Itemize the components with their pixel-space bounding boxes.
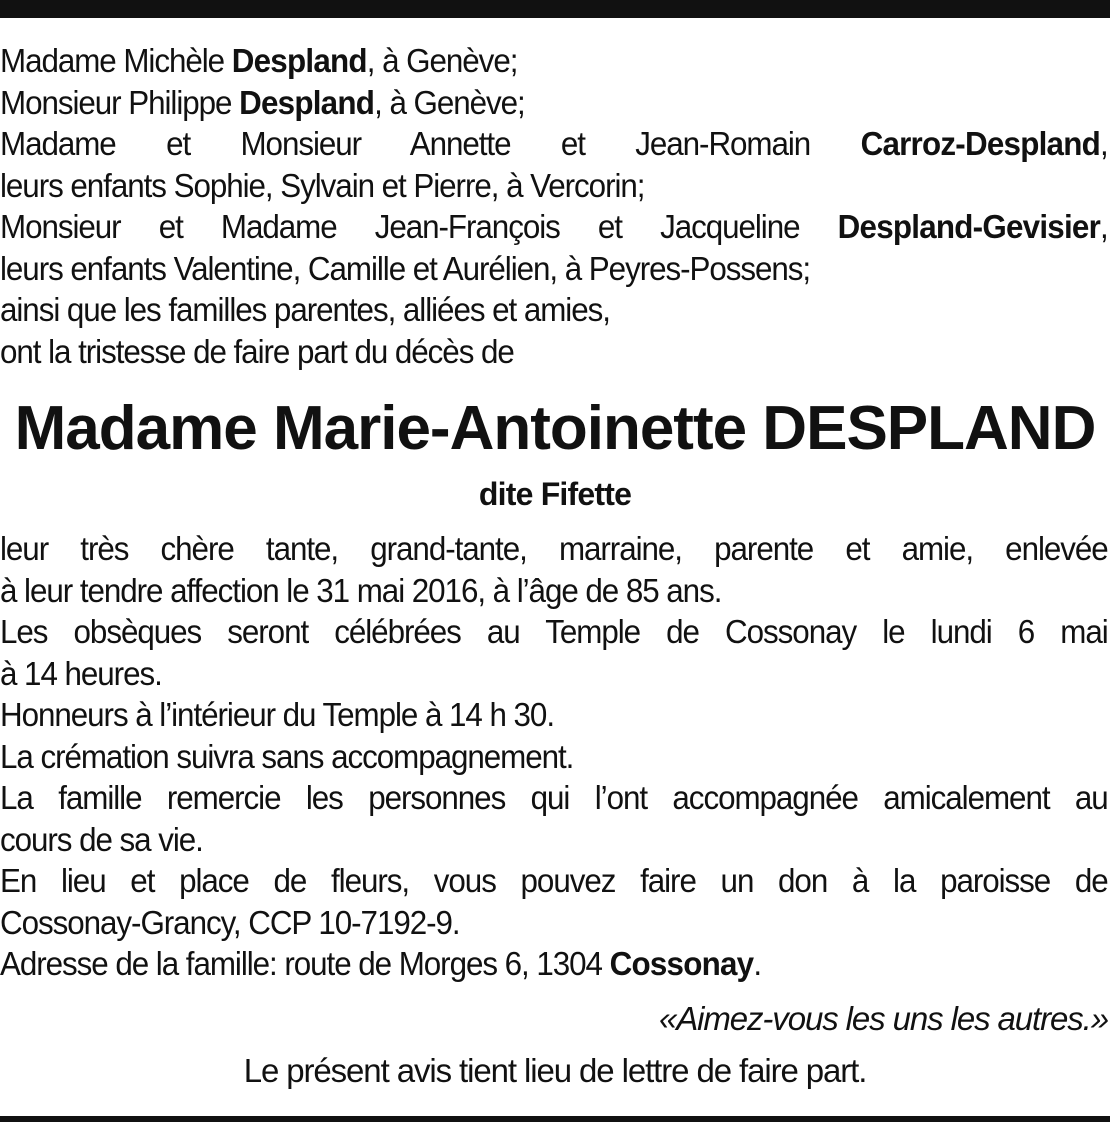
body-line-7: La famille remercie les personnes qui l’ont accompagnée amicalement au	[0, 779, 1108, 816]
quote: «Aimez-vous les uns les autres.»	[658, 1000, 1108, 1037]
body-line-3: Les obsèques seront célébrées au Temple de Cossonay le lundi 6 mai	[0, 613, 1108, 650]
body-line-11: Adresse de la famille: route de Morges 6, 1304 Cossonay.	[0, 945, 762, 982]
body-line-10: Cossonay-Grancy, CCP 10-7192-9.	[0, 903, 460, 941]
family-line-3: Madame et Monsieur Annette et Jean-Romain Carroz-Despland,	[0, 125, 1108, 162]
family-line-2: Monsieur Philippe Despland, à Genève;	[0, 83, 525, 121]
family-line-4: leurs enfants Sophie, Sylvain et Pierre, à Vercorin;	[0, 166, 645, 204]
bottom-rule	[0, 1116, 1110, 1122]
deceased-nickname: dite Fifette	[478, 476, 632, 512]
body-line-1: leur très chère tante, grand-tante, marraine, parente et amie, enlevée	[0, 530, 1108, 567]
body-line-5: Honneurs à l’intérieur du Temple à 14 h 30.	[0, 696, 554, 733]
top-rule	[0, 0, 1110, 18]
family-line-7: ainsi que les familles parentes, alliées et amies,	[0, 291, 610, 328]
body-line-9: En lieu et place de fleurs, vous pouvez faire un don à la paroisse de	[0, 862, 1108, 899]
family-line-6: leurs enfants Valentine, Camille et Aurélien, à Peyres-Possens;	[0, 249, 811, 287]
family-line-5: Monsieur et Madame Jean-François et Jacqueline Despland-Gevisier,	[0, 208, 1108, 245]
deceased-name: Madame Marie-Antoinette DESPLAND	[14, 394, 1096, 463]
family-list	[0, 40, 1108, 372]
body-line-8: cours de sa vie.	[0, 820, 203, 858]
family-line-8: ont la tristesse de faire part du décès de	[0, 332, 514, 370]
notice-body	[0, 528, 1108, 985]
body-line-6: La crémation suivra sans accompagnement.	[0, 737, 574, 775]
body-line-4: à 14 heures.	[0, 654, 162, 692]
body-line-2: à leur tendre affection le 31 mai 2016, à l’âge de 85 ans.	[0, 571, 722, 609]
closing-line: Le présent avis tient lieu de lettre de faire part.	[243, 1052, 867, 1089]
family-line-1: Madame Michèle Despland, à Genève;	[0, 42, 518, 79]
